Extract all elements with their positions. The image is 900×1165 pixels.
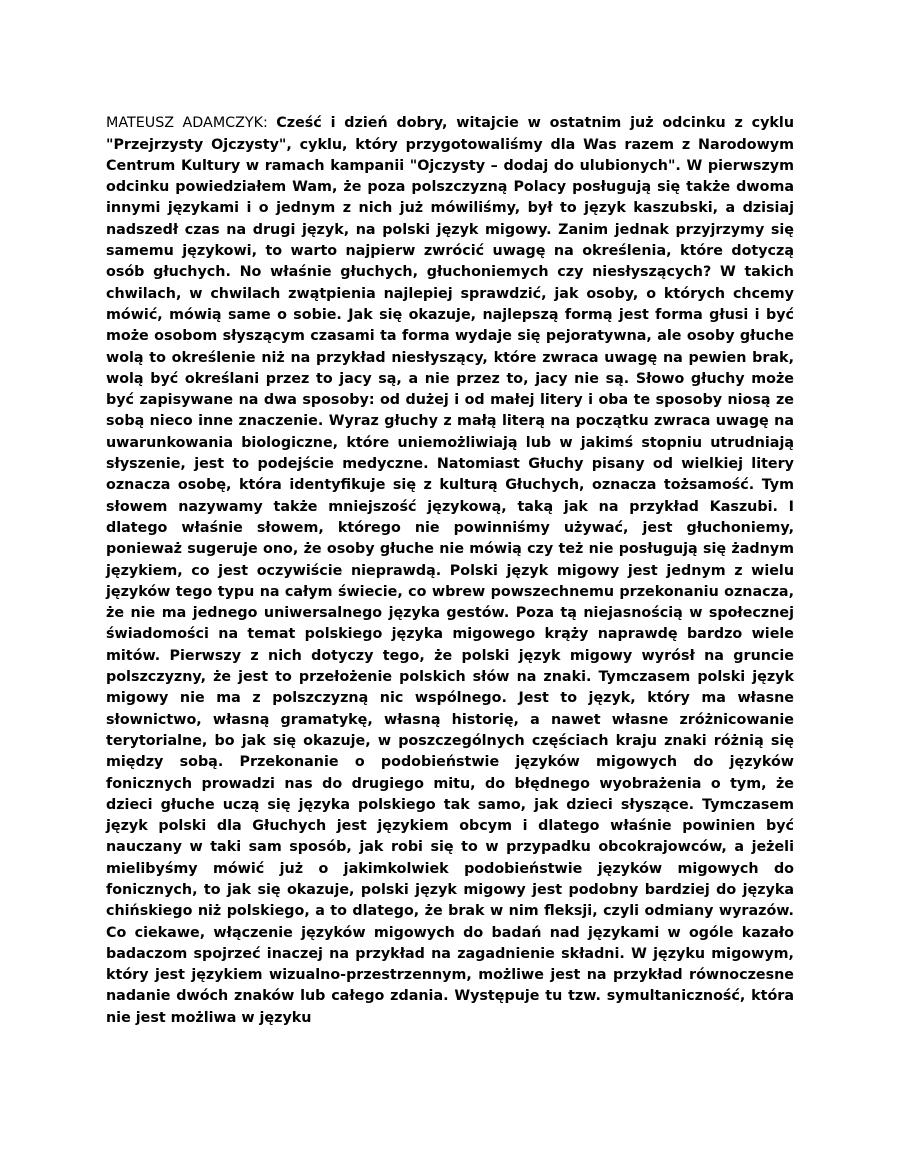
transcript-paragraph — [106, 113, 794, 1029]
speaker-name: MATEUSZ ADAMCZYK: — [106, 115, 268, 132]
transcript-text: Cześć i dzień dobry, witajcie w ostatnim już odcinku z cyklu "Przejrzysty Ojczysty", cyklu, który przygotowaliśmy dla Was razem z Narodowym Centrum Kultury w ramach kampanii "Ojczysty – dodaj do ulubionych". W pierwszym odcinku powiedziałem Wam, że poza polszczyzną Polacy posługują się także dwoma innymi językami i o jednym z nich już mówiliśmy, był to język kaszubski, a dzisiaj nadszedł czas na drugi język, na polski język migowy. Zanim jednak przyjrzymy się samemu językowi, to warto najpierw zwrócić uwagę na określenia, które dotyczą osób głuchych. No właśnie głuchych, głuchoniemych czy niesłyszących? W takich chwilach, w chwilach zwątpienia najlepiej sprawdzić, jak osoby, o których chcemy mówić, mówią same o sobie. Jak się okazuje, najlepszą formą jest forma głusi i być może osobom słyszącym czasami ta forma wydaje się pejoratywna, ale osoby głuche wolą to określenie niż na przykład niesłyszący, które zwraca uwagę na pewien brak, wolą być określani przez to jacy są, a nie przez to, jacy nie są. Słowo głuchy może być zapisywane na dwa sposoby: od dużej i od małej litery i oba te sposoby niosą ze sobą nieco inne znaczenie. Wyraz głuchy z małą literą na początku zwraca uwagę na uwarunkowania biologiczne, które uniemożliwiają lub w jakimś stopniu utrudniają słyszenie, jest to podejście medyczne. Natomiast Głuchy pisany od wielkiej litery oznacza osobę, która identyfikuje się z kulturą Głuchych, oznacza tożsamość. Tym słowem nazywamy także mniejszość językową, taką jak na przykład Kaszubi. I dlatego właśnie słowem, którego nie powinniśmy używać, jest głuchoniemy, ponieważ sugeruje ono, że osoby głuche nie mówią czy też nie posługują się żadnym językiem, co jest oczywiście nieprawdą. Polski język migowy jest jednym z wielu języków tego typu na całym świecie, co wbrew powszechnemu przekonaniu oznacza, że nie ma jednego uniwersalnego języka gestów. Poza tą niejasnością w społecznej świadomości na temat polskiego języka migowego krąży naprawdę bardzo wiele mitów. Pierwszy z nich dotyczy tego, że polski język migowy wyrósł na gruncie polszczyzny, że jest to przełożenie polskich słów na znaki. Tymczasem polski język migowy nie ma z polszczyzną nic wspólnego. Jest to język, który ma własne słownictwo, własną gramatykę, własną historię, a nawet własne zróżnicowanie terytorialne, bo jak się okazuje, w poszczególnych częściach kraju znaki różnią się między sobą. Przekonanie o podobieństwie języków migowych do języków fonicznych prowadzi nas do drugiego mitu, do błędnego wyobrażenia o tym, że dzieci głuche uczą się języka polskiego tak samo, jak dzieci słyszące. Tymczasem język polski dla Głuchych jest językiem obcym i dlatego właśnie powinien być nauczany w taki sam sposób, jak robi się to w przypadku obcokrajowców, a jeżeli mielibyśmy mówić już o jakimkolwiek podobieństwie języków migowych do fonicznych, to jak się okazuje, polski język migowy jest podobny bardziej do języka chińskiego niż polskiego, a to dlatego, że brak w nim fleksji, czyli odmiany wyrazów. Co ciekawe, włączenie języków migowych do badań nad językami w ogóle kazało badaczom spojrzeć inaczej na przykład na zagadnienie składni. W języku migowym, który jest językiem wizualno-przestrzennym, możliwe jest na przykład równoczesne nadanie dwóch znaków lub całego zdania. Występuje tu tzw. symultaniczność, która nie jest możliwa w języku — [106, 115, 795, 1026]
